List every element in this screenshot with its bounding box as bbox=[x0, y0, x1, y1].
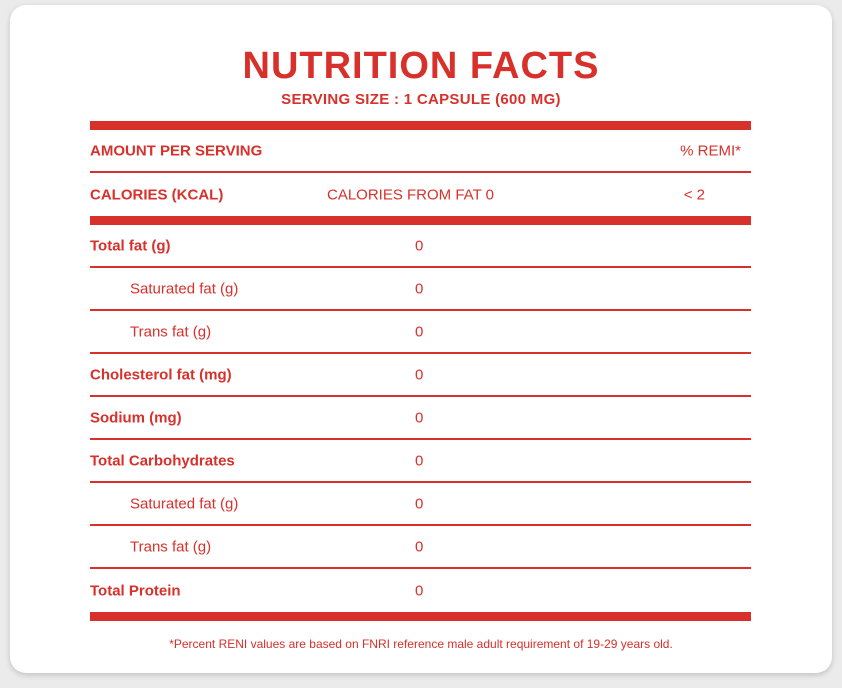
nutrient-name: Trans fat (g) bbox=[130, 538, 212, 555]
nutrient-name: Total fat (g) bbox=[90, 237, 171, 254]
table-row bbox=[90, 397, 751, 440]
serving-size: SERVING SIZE : 1 CAPSULE (600 MG) bbox=[281, 91, 561, 108]
footnote: *Percent RENI values are based on FNRI reference male adult requirement of 19-29 years old. bbox=[169, 637, 673, 651]
nutrient-value: 0 bbox=[415, 237, 424, 254]
remi-label: % REMI* bbox=[680, 142, 741, 159]
thick-divider bbox=[90, 121, 751, 130]
table-row bbox=[90, 440, 751, 483]
thick-divider bbox=[90, 612, 751, 621]
table-row bbox=[90, 526, 751, 569]
nutrient-name: Sodium (mg) bbox=[90, 409, 182, 426]
nutrition-table bbox=[90, 121, 751, 621]
nutrient-name: Trans fat (g) bbox=[130, 323, 212, 340]
nutrient-value: 0 bbox=[415, 323, 424, 340]
amount-header-row bbox=[90, 130, 751, 173]
page-title: NUTRITION FACTS bbox=[242, 45, 600, 87]
nutrient-name: Total Protein bbox=[90, 582, 181, 599]
table-row bbox=[90, 268, 751, 311]
nutrition-card bbox=[10, 5, 832, 673]
nutrient-name: Saturated fat (g) bbox=[130, 495, 239, 512]
nutrient-value: 0 bbox=[415, 280, 424, 297]
calories-label: CALORIES (KCAL) bbox=[90, 186, 224, 203]
thick-divider bbox=[90, 216, 751, 225]
nutrient-value: 0 bbox=[415, 452, 424, 469]
amount-per-serving-label: AMOUNT PER SERVING bbox=[90, 142, 263, 159]
nutrient-value: 0 bbox=[415, 582, 424, 599]
nutrient-value: 0 bbox=[415, 538, 424, 555]
calories-row bbox=[90, 173, 751, 216]
calories-from-fat: CALORIES FROM FAT 0 bbox=[327, 186, 494, 203]
nutrient-name: Total Carbohydrates bbox=[90, 452, 235, 469]
calories-remi-value: < 2 bbox=[683, 186, 705, 203]
table-row bbox=[90, 225, 751, 268]
nutrient-name: Saturated fat (g) bbox=[130, 280, 239, 297]
nutrient-name: Cholesterol fat (mg) bbox=[90, 366, 232, 383]
table-row bbox=[90, 483, 751, 526]
table-row bbox=[90, 354, 751, 397]
nutrient-value: 0 bbox=[415, 366, 424, 383]
nutrient-value: 0 bbox=[415, 409, 424, 426]
table-row bbox=[90, 569, 751, 612]
nutrient-value: 0 bbox=[415, 495, 424, 512]
table-row bbox=[90, 311, 751, 354]
